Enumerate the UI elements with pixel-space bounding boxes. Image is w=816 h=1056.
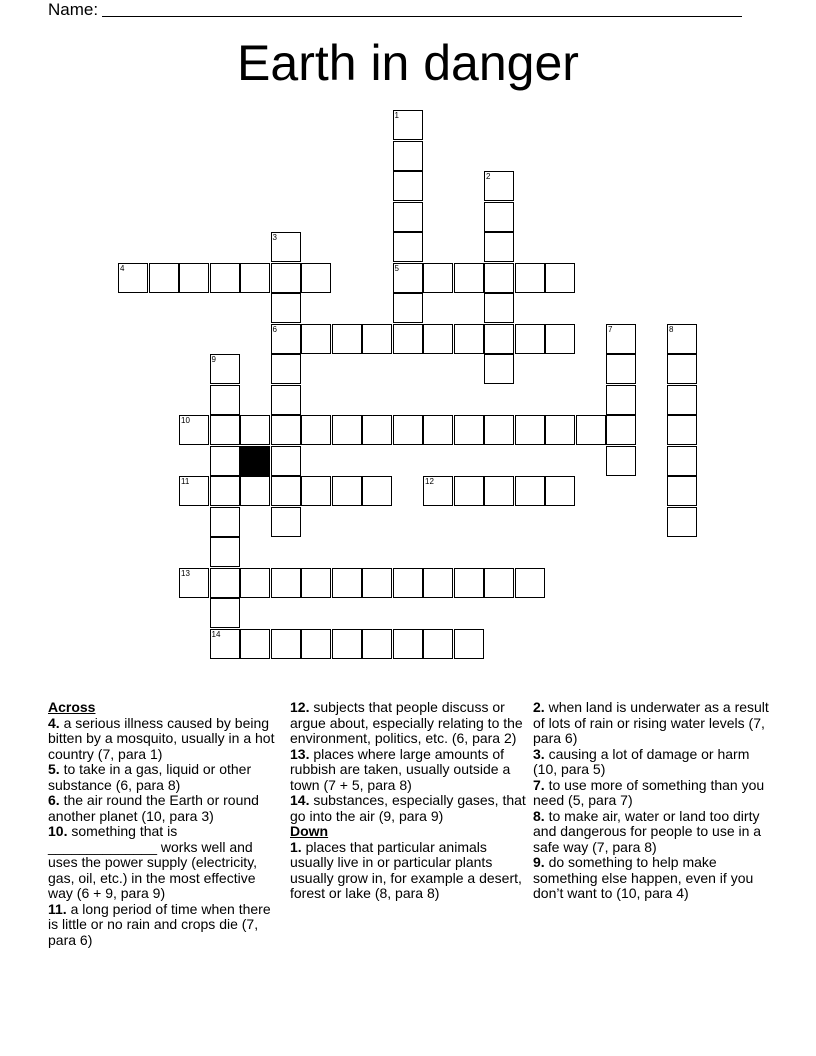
grid-cell[interactable] — [179, 415, 209, 445]
clue-number: 11 — [181, 477, 190, 486]
clue-across-11: 11. a long period of time when there is little or no rain and crops die (7, para 6) — [48, 900, 271, 948]
grid-cell[interactable] — [271, 354, 301, 384]
grid-cell[interactable] — [179, 568, 209, 598]
grid-cell[interactable] — [393, 415, 423, 445]
grid-cell[interactable] — [393, 141, 423, 171]
grid-cell[interactable] — [332, 415, 362, 445]
clue-down-1: 1. places that particular animals usually live in or particular plants usually grow in, for example a desert, forest or lake (8, para 8) — [290, 838, 522, 901]
grid-cell[interactable] — [423, 476, 453, 506]
clues-column-3 — [533, 700, 773, 902]
grid-cell[interactable] — [362, 415, 392, 445]
grid-cell[interactable] — [149, 263, 179, 293]
grid-cell[interactable] — [606, 324, 636, 354]
clue-number: 14 — [211, 629, 221, 639]
grid-cell[interactable] — [240, 415, 270, 445]
grid-cell[interactable] — [393, 629, 423, 659]
grid-cell[interactable] — [271, 476, 301, 506]
grid-cell[interactable] — [301, 263, 331, 293]
grid-cell[interactable] — [484, 476, 514, 506]
grid-cell[interactable] — [484, 232, 514, 262]
clue-number: 6 — [272, 324, 277, 334]
clue-down-3: 3. causing a lot of damage or harm (10, para 5) — [533, 745, 750, 777]
grid-cell[interactable] — [332, 476, 362, 506]
grid-cell[interactable] — [667, 446, 697, 476]
grid-cell[interactable] — [210, 568, 240, 598]
grid-cell[interactable] — [484, 415, 514, 445]
grid-cell[interactable] — [210, 415, 240, 445]
grid-cell[interactable] — [515, 476, 545, 506]
grid-cell[interactable] — [393, 263, 423, 293]
clue-across-14: 14. substances, especially gases, that go into the air (9, para 9) — [290, 792, 526, 824]
grid-cell[interactable] — [576, 415, 606, 445]
grid-cell[interactable] — [484, 354, 514, 384]
grid-cell[interactable] — [118, 263, 148, 293]
clue-across-4: 4. a serious illness caused by being bitten by a mosquito, usually in a hot country (7, para 1) — [48, 714, 275, 762]
grid-cell[interactable] — [454, 415, 484, 445]
clue-number: 4 — [120, 263, 125, 273]
blocked-cell — [240, 446, 270, 476]
grid-cell[interactable] — [515, 415, 545, 445]
grid-cell[interactable] — [271, 385, 301, 415]
grid-cell[interactable] — [423, 568, 453, 598]
grid-cell[interactable] — [667, 415, 697, 445]
grid-cell[interactable] — [484, 171, 514, 201]
grid-cell[interactable] — [271, 293, 301, 323]
grid-cell[interactable] — [332, 324, 362, 354]
clue-number: 12 — [425, 477, 434, 486]
clue-across-10: 10. something that is ______________ works well and uses the power supply (electricity, gas, oil, etc.) in the most effective way (6 + 9, para 9) — [48, 823, 258, 901]
grid-cell[interactable] — [484, 293, 514, 323]
grid-cell[interactable] — [606, 446, 636, 476]
grid-cell[interactable] — [515, 263, 545, 293]
grid-cell[interactable] — [393, 171, 423, 201]
clue-across-12: 12. subjects that people discuss or argue about, especially relating to the environment, politics, etc. (6, para 2) — [290, 699, 523, 746]
grid-cell[interactable] — [393, 324, 423, 354]
down-heading: Down — [290, 823, 329, 839]
grid-cell[interactable] — [667, 385, 697, 415]
grid-cell[interactable] — [301, 568, 331, 598]
grid-cell[interactable] — [515, 324, 545, 354]
grid-cell[interactable] — [667, 324, 697, 354]
grid-cell[interactable] — [210, 629, 240, 659]
grid-cell[interactable] — [454, 324, 484, 354]
clue-number: 5 — [394, 263, 399, 273]
clues-column-2 — [290, 700, 526, 902]
clue-down-8: 8. to make air, water or land too dirty and dangerous for people to use in a safe way (7, para 8) — [533, 807, 762, 855]
grid-cell[interactable] — [545, 415, 575, 445]
grid-cell[interactable] — [393, 202, 423, 232]
grid-cell[interactable] — [240, 476, 270, 506]
clue-number: 9 — [211, 355, 216, 364]
grid-cell[interactable] — [210, 354, 240, 384]
grid-cell[interactable] — [210, 537, 240, 567]
grid-cell[interactable] — [301, 415, 331, 445]
clue-down-9: 9. do something to help make something else happen, even if you don’t want to (10, para 4) — [533, 854, 754, 901]
clue-number: 8 — [669, 324, 674, 334]
grid-cell[interactable] — [393, 110, 423, 140]
clue-across-13: 13. places where large amounts of rubbish are taken, usually outside a town (7 + 5, para 8) — [290, 745, 511, 793]
grid-cell[interactable] — [240, 629, 270, 659]
grid-cell[interactable] — [240, 263, 270, 293]
grid-cell[interactable] — [545, 476, 575, 506]
name-label: Name: — [48, 0, 99, 19]
grid-cell[interactable] — [271, 507, 301, 537]
grid-cell[interactable] — [362, 476, 392, 506]
grid-cell[interactable] — [423, 415, 453, 445]
grid-cell[interactable] — [484, 202, 514, 232]
grid-cell[interactable] — [423, 263, 453, 293]
grid-cell[interactable] — [423, 324, 453, 354]
grid-cell[interactable] — [210, 385, 240, 415]
grid-cell[interactable] — [332, 568, 362, 598]
grid-cell[interactable] — [210, 507, 240, 537]
clue-down-7: 7. to use more of something than you need (5, para 7) — [533, 776, 765, 808]
grid-cell[interactable] — [271, 629, 301, 659]
grid-cell[interactable] — [484, 263, 514, 293]
grid-cell[interactable] — [454, 476, 484, 506]
clue-number: 10 — [181, 416, 190, 425]
clue-across-5: 5. to take in a gas, liquid or other substance (6, para 8) — [48, 761, 252, 793]
grid-cell[interactable] — [210, 263, 240, 293]
grid-cell[interactable] — [667, 354, 697, 384]
clue-number: 2 — [486, 172, 491, 181]
grid-cell[interactable] — [484, 324, 514, 354]
grid-cell[interactable] — [210, 476, 240, 506]
grid-cell[interactable] — [271, 415, 301, 445]
grid-cell[interactable] — [240, 568, 270, 598]
grid-cell[interactable] — [210, 446, 240, 476]
page-title: Earth in danger — [237, 35, 579, 91]
grid-cell[interactable] — [515, 568, 545, 598]
grid-cell[interactable] — [667, 507, 697, 537]
grid-cell[interactable] — [393, 568, 423, 598]
grid-cell[interactable] — [667, 476, 697, 506]
grid-cell[interactable] — [301, 476, 331, 506]
grid-cell[interactable] — [393, 232, 423, 262]
grid-cell[interactable] — [606, 415, 636, 445]
grid-cell[interactable] — [545, 263, 575, 293]
clue-number: 7 — [608, 324, 613, 334]
grid-cell[interactable] — [454, 263, 484, 293]
grid-cell[interactable] — [362, 629, 392, 659]
grid-cell[interactable] — [454, 629, 484, 659]
clues-column-1 — [48, 700, 284, 948]
grid-cell[interactable] — [484, 568, 514, 598]
grid-cell[interactable] — [271, 446, 301, 476]
grid-cell[interactable] — [606, 354, 636, 384]
clue-number: 1 — [394, 111, 399, 120]
grid-cell[interactable] — [210, 598, 240, 628]
grid-cell[interactable] — [301, 324, 331, 354]
grid-cell[interactable] — [362, 568, 392, 598]
grid-cell[interactable] — [393, 293, 423, 323]
clue-down-2: 2. when land is underwater as a result of lots of rain or rising water levels (7, para 6) — [533, 699, 769, 746]
grid-cell[interactable] — [179, 263, 209, 293]
across-heading: Across — [48, 699, 96, 715]
grid-cell[interactable] — [362, 324, 392, 354]
grid-cell[interactable] — [271, 324, 301, 354]
grid-cell[interactable] — [545, 324, 575, 354]
grid-cell[interactable] — [179, 476, 209, 506]
grid-cell[interactable] — [423, 629, 453, 659]
clue-across-6: 6. the air round the Earth or round another planet (10, para 3) — [48, 792, 259, 824]
grid-cell[interactable] — [454, 568, 484, 598]
grid-cell[interactable] — [271, 232, 301, 262]
clue-number: 3 — [272, 233, 277, 242]
grid-cell[interactable] — [332, 629, 362, 659]
grid-cell[interactable] — [301, 629, 331, 659]
grid-cell[interactable] — [271, 263, 301, 293]
grid-cell[interactable] — [606, 385, 636, 415]
grid-cell[interactable] — [271, 568, 301, 598]
clue-number: 13 — [181, 568, 190, 578]
